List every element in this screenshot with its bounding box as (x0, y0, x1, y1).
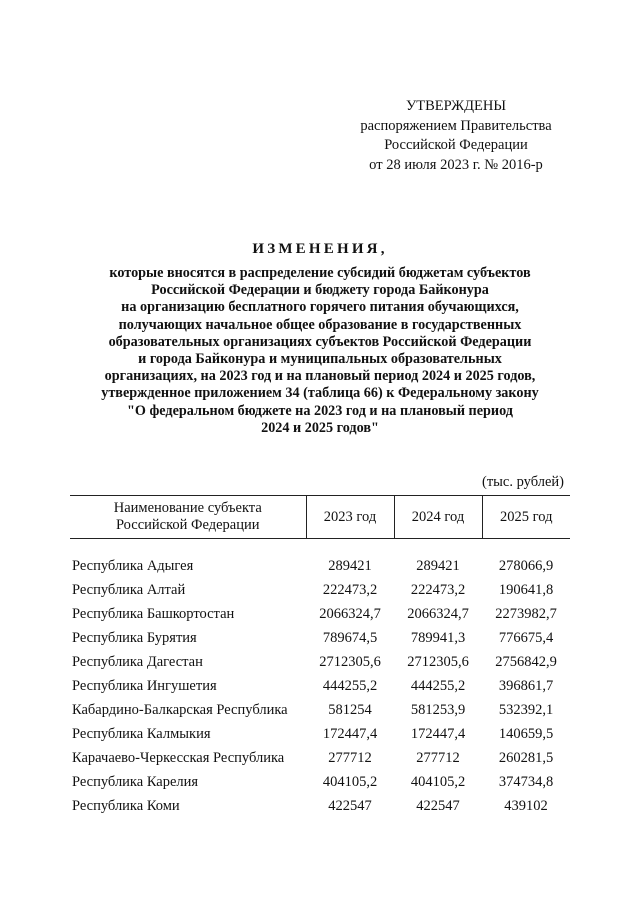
value-2023: 2712305,6 (319, 653, 381, 670)
subtitle-line: 2024 и 2025 годов" (261, 419, 379, 436)
subtitle-line: утвержденное приложением 34 (таблица 66) к Федеральному закону (101, 385, 539, 402)
approval-block (340, 97, 572, 175)
region-name: Республика Ингушетия (72, 677, 217, 694)
table-row (70, 746, 570, 770)
value-2025: 278066,9 (498, 557, 554, 574)
header-year-2024: 2024 год (394, 496, 482, 539)
value-2023: 2066324,7 (319, 605, 381, 622)
subtitle-line: организациях, на 2023 год и на плановый период 2024 и 2025 годов, (104, 368, 536, 385)
value-2023: 404105,2 (322, 773, 378, 790)
value-2023: 789674,5 (322, 629, 378, 646)
table-row (70, 722, 570, 746)
value-2023: 289421 (328, 557, 372, 574)
value-2024: 222473,2 (410, 581, 466, 598)
value-2024: 172447,4 (410, 725, 466, 742)
region-name: Кабардино-Балкарская Республика (72, 701, 288, 718)
approval-date-line: от 28 июля 2023 г. № 2016-р (369, 156, 543, 173)
subtitle-line: получающих начальное общее образование в государственных (118, 316, 522, 333)
value-2023: 277712 (328, 749, 372, 766)
value-2024: 277712 (416, 749, 460, 766)
subtitle-line: которые вносятся в распределение субсидий бюджетам субъектов (109, 265, 531, 281)
value-2025: 190641,8 (498, 581, 554, 598)
subtitle-line: и города Байконура и муниципальных образовательных (138, 351, 502, 368)
region-name: Карачаево-Черкесская Республика (72, 749, 285, 766)
table-row (70, 794, 570, 818)
value-2023: 444255,2 (322, 677, 378, 694)
approval-line: Российской Федерации (384, 137, 528, 153)
value-2023: 172447,4 (322, 725, 378, 742)
value-2024: 581253,9 (410, 701, 466, 718)
value-2025: 396861,7 (498, 677, 554, 694)
value-2025: 532392,1 (498, 701, 554, 718)
subtitle-line: образовательных организациях субъектов Российской Федерации (108, 333, 532, 350)
table-row (70, 578, 570, 602)
value-2023: 222473,2 (322, 581, 378, 598)
value-2024: 444255,2 (410, 677, 466, 694)
approval-heading: УТВЕРЖДЕНЫ (405, 98, 507, 114)
value-2025: 776675,4 (498, 629, 554, 646)
value-2024: 2066324,7 (407, 605, 469, 622)
approval-line: распоряжением Правительства (360, 117, 552, 134)
region-name: Республика Коми (72, 797, 180, 814)
subtitle-line: "О федеральном бюджете на 2023 год и на плановый период (127, 402, 513, 419)
subtitle-line: на организацию бесплатного горячего питания обучающихся, (121, 299, 519, 316)
value-2023: 581254 (328, 701, 372, 718)
region-name: Республика Алтай (72, 581, 186, 598)
table-row (70, 539, 570, 579)
table-row (70, 674, 570, 698)
region-name: Республика Бурятия (72, 629, 197, 646)
table-row (70, 602, 570, 626)
region-name: Республика Башкортостан (72, 605, 235, 622)
header-year-2025: 2025 год (482, 496, 570, 539)
value-2024: 422547 (416, 797, 460, 814)
value-2025: 260281,5 (498, 749, 554, 766)
value-2025: 2273982,7 (495, 605, 557, 622)
region-name: Республика Дагестан (72, 653, 203, 670)
value-2024: 289421 (416, 557, 460, 574)
subtitle-line: Российской Федерации и бюджету города Байконура (151, 282, 489, 299)
value-2025: 374734,8 (498, 773, 554, 790)
header-year-2023: 2023 год (306, 496, 394, 539)
document-subtitle (40, 265, 600, 437)
value-2025: 439102 (504, 797, 548, 814)
value-2024: 404105,2 (410, 773, 466, 790)
value-2023: 422547 (328, 797, 372, 814)
document-title: ИЗМЕНЕНИЯ, (252, 241, 388, 257)
value-2024: 789941,3 (410, 629, 466, 646)
region-name: Республика Калмыкия (72, 725, 211, 742)
table-row (70, 698, 570, 722)
table-row (70, 770, 570, 794)
subsidy-table (70, 495, 570, 818)
table-header-row (70, 496, 570, 539)
region-name: Республика Адыгея (72, 557, 194, 574)
units-note: (тыс. рублей) (482, 474, 564, 490)
table-row (70, 626, 570, 650)
value-2025: 2756842,9 (495, 653, 557, 670)
table-row (70, 650, 570, 674)
value-2024: 2712305,6 (407, 653, 469, 670)
header-region-name: Наименование субъекта Российской Федерации (70, 496, 306, 539)
value-2025: 140659,5 (498, 725, 554, 742)
region-name: Республика Карелия (72, 773, 199, 790)
